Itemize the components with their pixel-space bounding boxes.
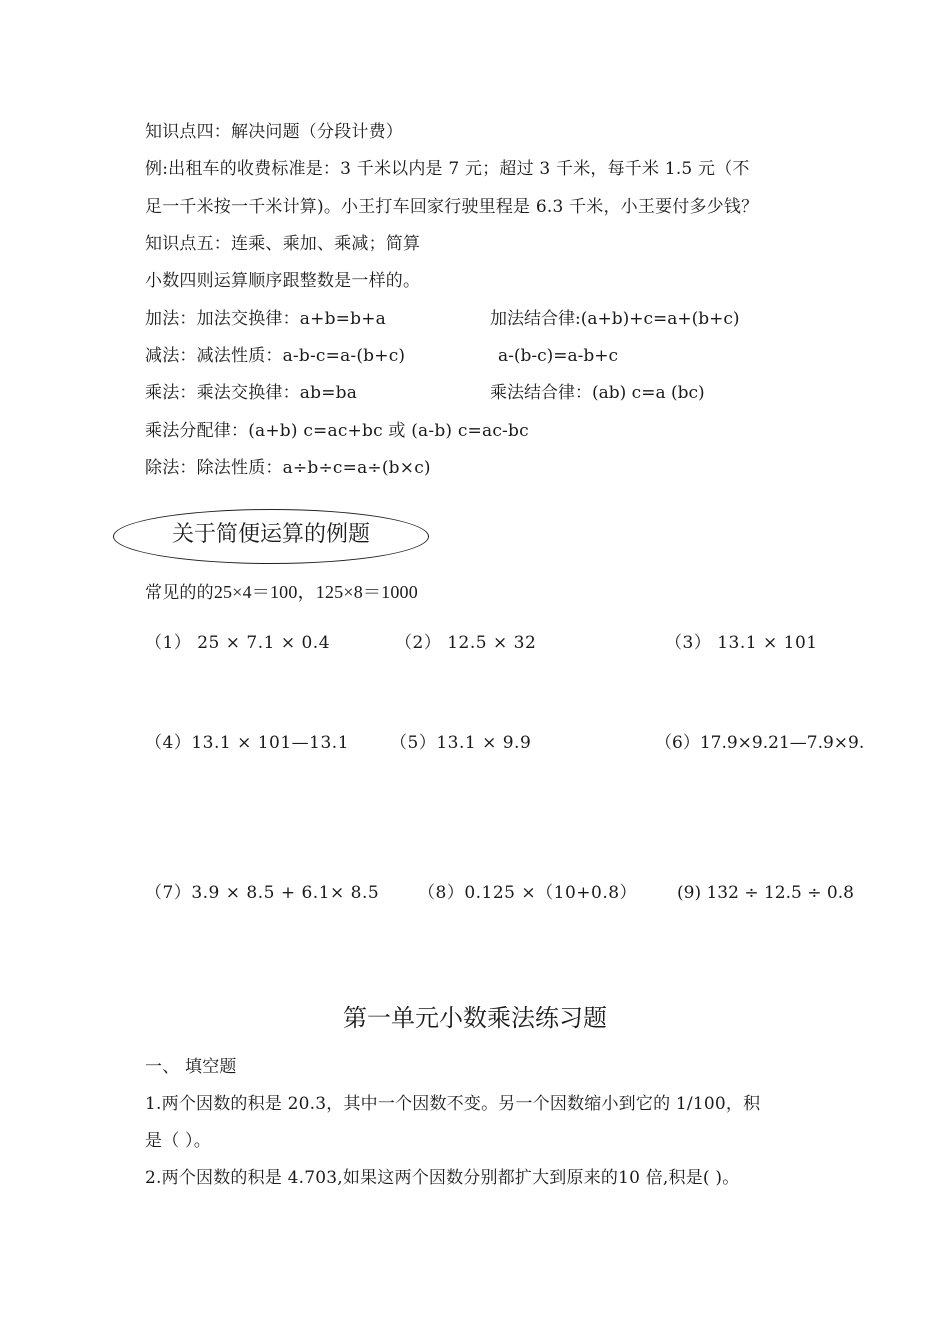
problem-1: （1） 25 × 7.1 × 0.4: [145, 633, 331, 653]
rule-subtraction-property-2: a-(b-c)=a-b+c: [498, 346, 619, 366]
section4-example-line1: 例:出租车的收费标准是：3 千米以内是 7 元；超过 3 千米，每千米 1.5 元（不: [145, 159, 750, 179]
common-prefix: 常见的的: [145, 583, 214, 603]
common-products-line: [145, 581, 418, 604]
exercise-title: 第一单元小数乘法练习题: [343, 1004, 607, 1032]
problem-2: （2） 12.5 × 32: [395, 633, 537, 653]
problem-8: （8）0.125 ×（10+0.8）: [418, 883, 638, 903]
section5-heading: 知识点五：连乘、乘加、乘减；简算: [145, 234, 421, 254]
exercise-q2: 2.两个因数的积是 4.703,如果这两个因数分别都扩大到原来的10 倍,积是( )。: [145, 1168, 740, 1188]
section4-example-line2: 足一千米按一千米计算)。小王打车回家行驶里程是 6.3 千米，小王要付多少钱？: [145, 197, 759, 217]
section4-heading: 知识点四：解决问题（分段计费）: [145, 122, 403, 142]
exercise-q1-line2: 是（ ）。: [145, 1131, 211, 1151]
common-formula: 25×4＝100，125×8＝1000: [213, 582, 418, 602]
rule-addition-commutative: 加法：加法交换律：a+b=b+a: [145, 309, 386, 329]
rule-multiplication-associative: 乘法结合律：(ab) c=a (bc): [490, 383, 705, 403]
problem-4: （4）13.1 × 101—13.1: [145, 733, 350, 753]
rule-addition-associative: 加法结合律:(a+b)+c=a+(b+c): [490, 309, 740, 329]
examples-title: 关于简便运算的例题: [171, 522, 370, 547]
problem-5: （5）13.1 × 9.9: [390, 733, 532, 753]
problem-3: （3） 13.1 × 101: [665, 633, 818, 653]
problem-6: （6）17.9×9.21—7.9×9.: [655, 733, 865, 753]
problem-7: （7）3.9 × 8.5 + 6.1× 8.5: [145, 883, 380, 903]
exercise-q1-line1: 1.两个因数的积是 20.3，其中一个因数不变。另一个因数缩小到它的 1/100，积: [145, 1094, 761, 1114]
rule-division-property: 除法：除法性质：a÷b÷c=a÷(b×c): [145, 458, 431, 478]
section5-intro: 小数四则运算顺序跟整数是一样的。: [145, 271, 421, 291]
rule-subtraction-property: 减法：减法性质：a-b-c=a-(b+c): [145, 346, 406, 366]
exercise-part1-heading: 一、 填空题: [145, 1057, 237, 1077]
rule-multiplication-distributive: 乘法分配律：(a+b) c=ac+bc 或 (a-b) c=ac-bc: [145, 421, 529, 441]
rule-multiplication-commutative: 乘法：乘法交换律：ab=ba: [145, 383, 358, 403]
problem-9: (9) 132 ÷ 12.5 ÷ 0.8: [677, 883, 854, 903]
